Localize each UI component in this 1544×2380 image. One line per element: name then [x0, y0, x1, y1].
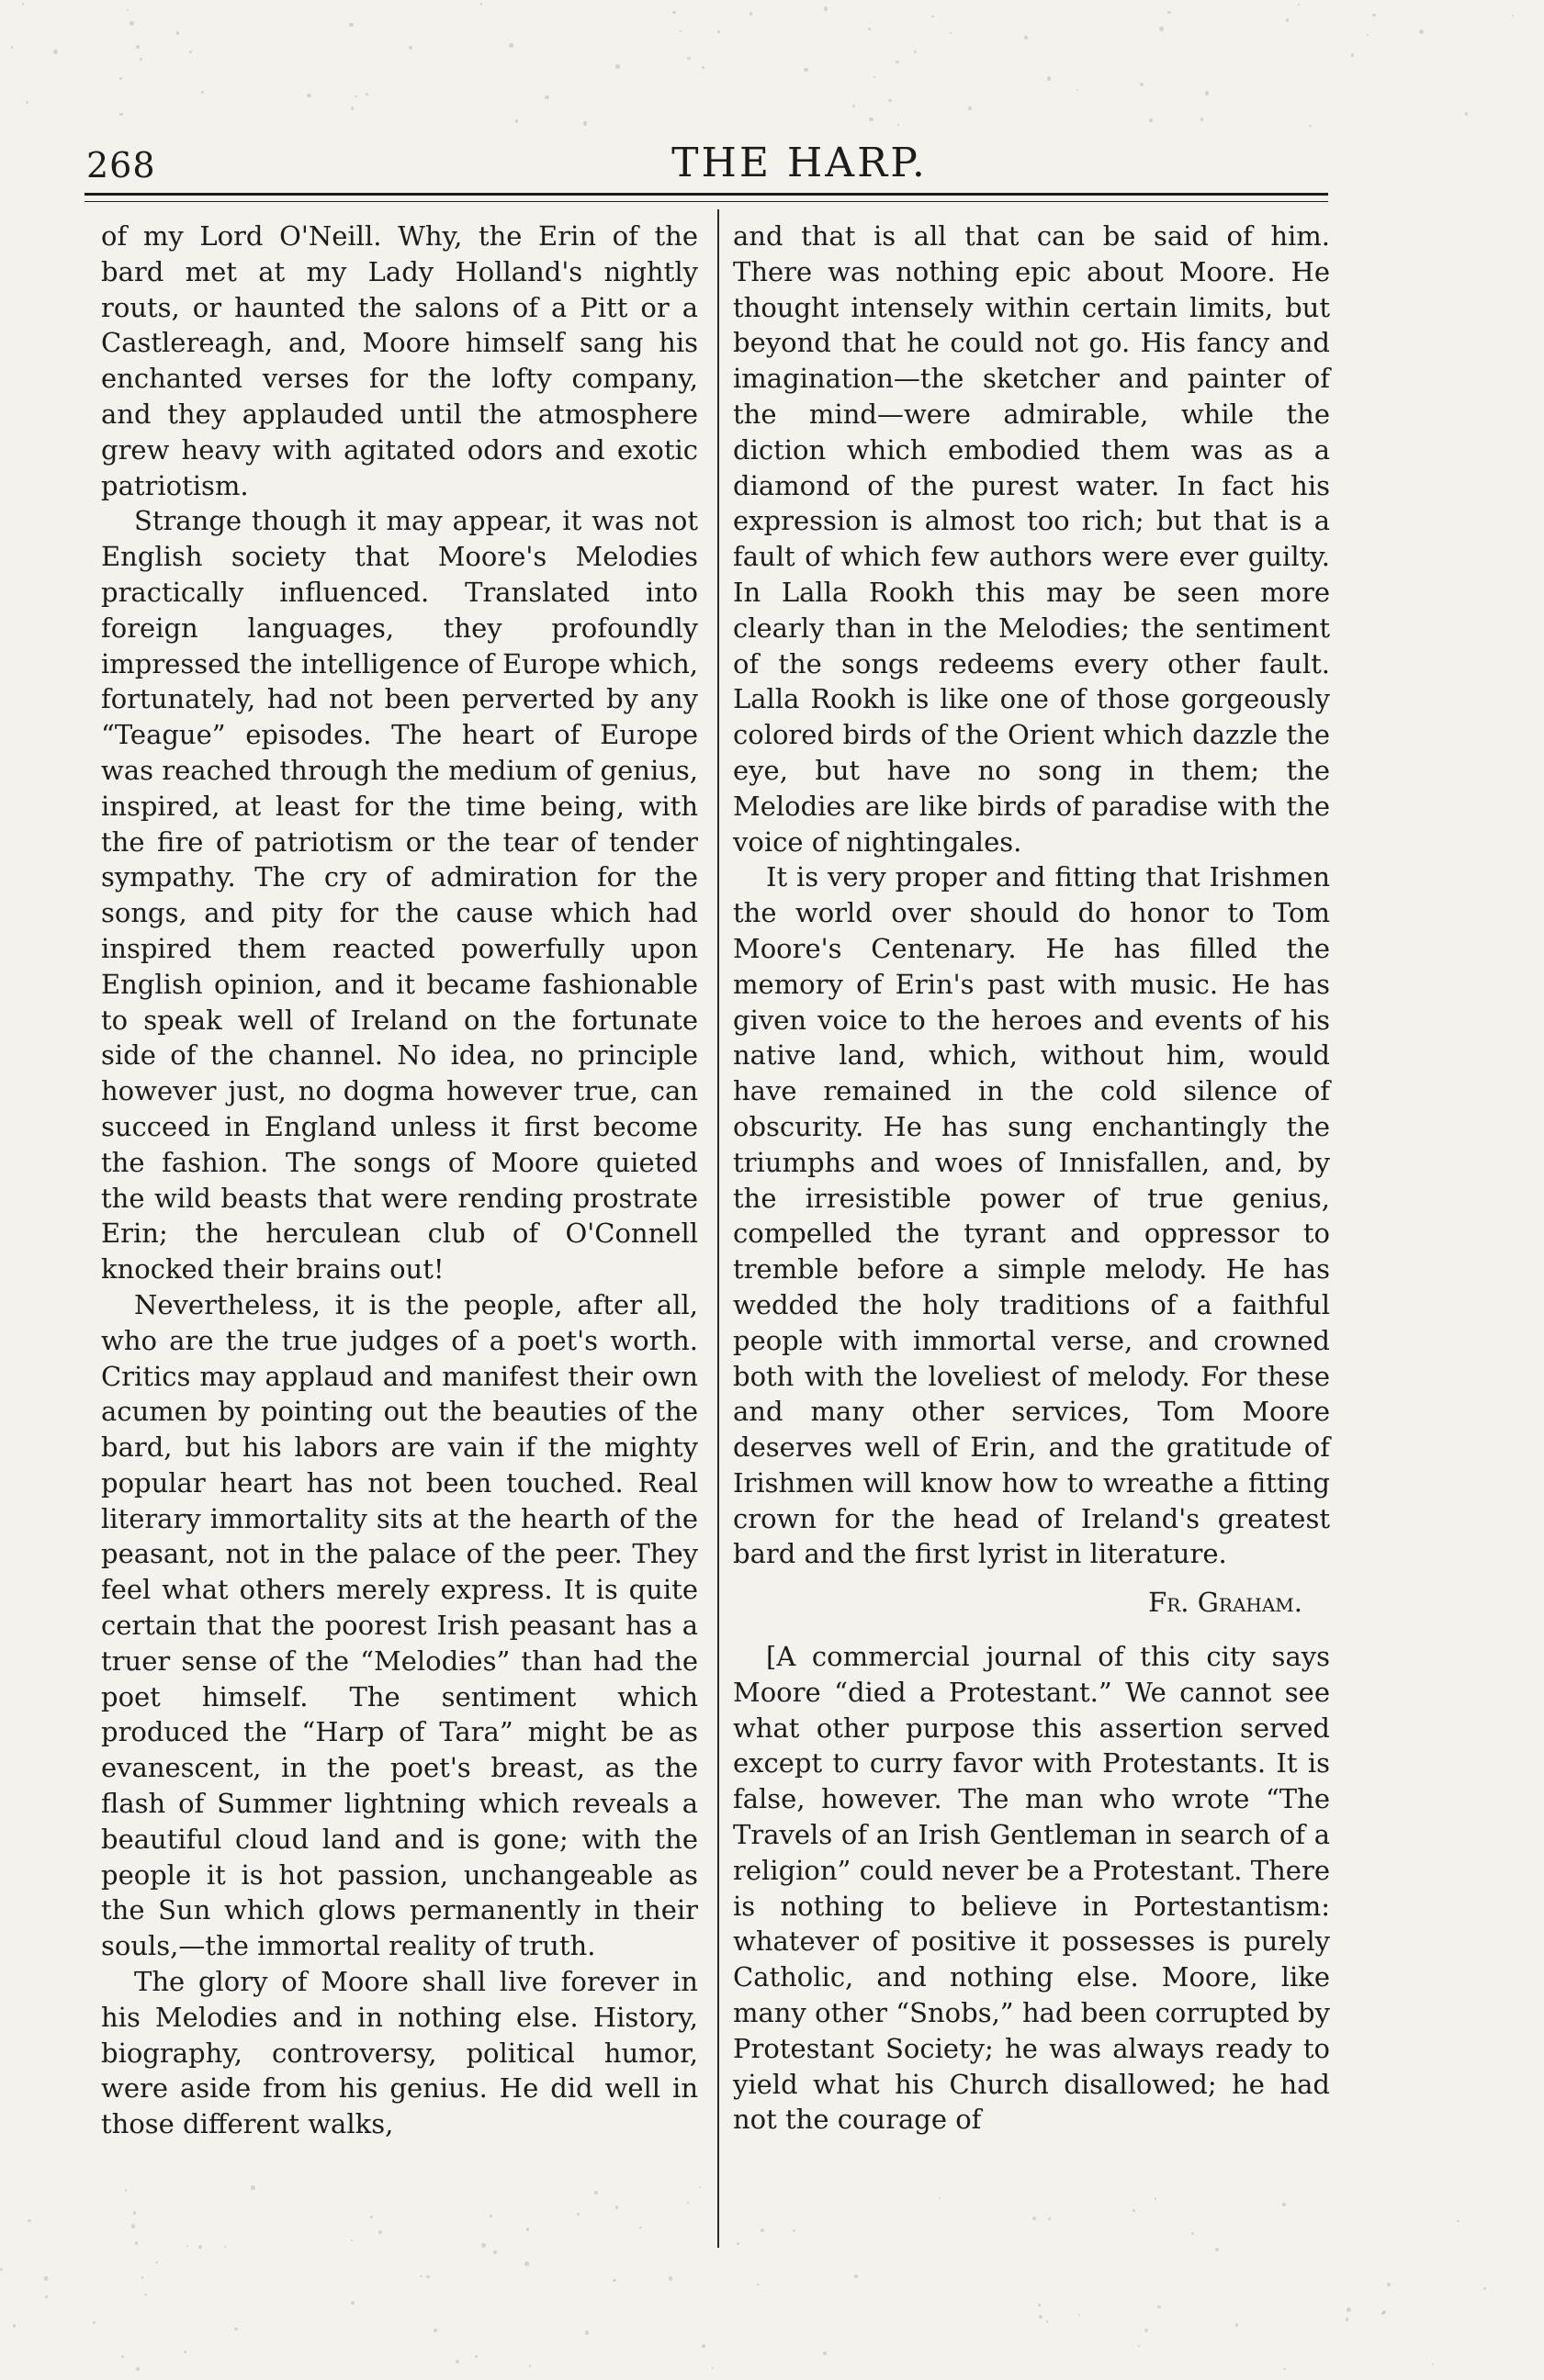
paper-speckle: [914, 51, 917, 53]
paper-speckle: [1381, 2312, 1384, 2315]
paper-speckle: [1167, 11, 1170, 14]
paper-speckle: [1351, 53, 1354, 56]
paragraph: of my Lord O'Neill. Why, the Erin of the bard met at my Lady Holland's nightly routs, or haunted the salons of a Pitt or a Castlereagh, and, Moore himself sang his enchanted verses for the lofty company, and they applauded until the atmosphere grew heavy with agitated odors and exotic patriotism.: [101, 220, 698, 501]
paper-speckle: [490, 2215, 492, 2217]
paper-speckle: [968, 107, 972, 110]
paper-speckle: [121, 2355, 124, 2358]
paper-speckle: [1346, 2318, 1349, 2321]
right-column: [733, 219, 1330, 2138]
paper-speckle: [699, 2186, 701, 2188]
paper-speckle: [136, 45, 140, 49]
paper-speckle: [155, 2262, 157, 2263]
paper-speckle: [804, 68, 807, 72]
paper-speckle: [13, 2324, 16, 2327]
paper-speckle: [515, 119, 518, 122]
paper-speckle: [717, 30, 720, 33]
paper-speckle: [873, 76, 876, 79]
editorial-note: [A commercial journal of this city says Moore “died a Protestant.” We cannot see what other purpose this assertion served except to curry favor with Protestants. It is false, however. The man who wrote “The Travels of an Irish Gentleman in search of a religion” could never be a Protestant. There is nothing to believe in Portestantism: whatever of positive it possesses is purely Catholic, and nothing else. Moore, like many other “Snobs,” had been corrupted by Protestant Society; he was always ready to yield what his Church disallowed; he had not the courage of: [733, 1641, 1330, 2136]
paper-speckle: [409, 46, 412, 50]
paragraph: Nevertheless, it is the people, after all, who are the true judges of a poet's worth. Critics may applaud and manifest their own acumen by pointing out the beauties of the bard, but his labors are vain if the mighty popular heart has not been touched. Real literary immortality sits at the hearth of the peasant, not in the palace of the peer. They feel what others merely express. It is quite certain that the poorest Irish peasant has a truer sense of the “Melodies” than had the poet himself. The sentiment which produced the “Harp of Tara” might be as evanescent, in the poet's breast, as the flash of Summer lightning which reveals a beautiful cloud land and is gone; with the people it is hot passion, unchangeable as the Sun which glows permanently in their souls,—the immortal reality of truth.: [101, 1288, 698, 1962]
paper-speckle: [370, 2216, 373, 2218]
paper-speckle: [737, 2242, 739, 2245]
paper-speckle: [824, 6, 828, 10]
paper-speckle: [931, 16, 934, 18]
paper-speckle: [1347, 2307, 1351, 2312]
paper-speckle: [583, 121, 588, 126]
paper-speckle: [1235, 2323, 1239, 2327]
column-divider: [717, 209, 719, 2248]
paper-speckle: [939, 2197, 941, 2199]
author-signature: Fr. Graham.: [1148, 1587, 1302, 1619]
paper-speckle: [349, 23, 354, 28]
paper-speckle: [93, 2321, 96, 2324]
paper-speckle: [672, 11, 675, 14]
paper-speckle: [0, 2268, 3, 2271]
paper-speckle: [1078, 2314, 1080, 2316]
paper-speckle: [1282, 2203, 1286, 2206]
paper-speckle: [307, 94, 310, 97]
paper-speckle: [480, 3, 483, 6]
paper-speckle: [125, 2189, 128, 2192]
paper-speckle: [355, 95, 357, 98]
paper-speckle: [1200, 118, 1203, 120]
paper-speckle: [176, 31, 179, 34]
paper-speckle: [184, 2351, 187, 2354]
header-rule-thin: [85, 201, 1328, 202]
paper-speckle: [26, 101, 28, 104]
paper-speckle: [1133, 2209, 1135, 2212]
paper-speckle: [594, 2191, 597, 2194]
paper-speckle: [426, 2275, 429, 2278]
paper-speckle: [545, 95, 549, 100]
paper-speckle: [585, 2330, 590, 2335]
header-rule-thick: [85, 193, 1328, 196]
paper-speckle: [434, 2329, 437, 2332]
paper-speckle: [896, 61, 898, 63]
paper-speckle: [852, 105, 855, 107]
paper-speckle: [669, 2276, 673, 2281]
paper-speckle: [224, 2246, 226, 2248]
paper-speckle: [141, 2276, 144, 2279]
paper-speckle: [456, 2360, 459, 2363]
paper-speckle: [144, 2294, 146, 2296]
paper-speckle: [639, 2227, 641, 2228]
paper-speckle: [823, 2352, 826, 2354]
paper-speckle: [198, 2245, 202, 2249]
paper-speckle: [509, 43, 513, 48]
paper-speckle: [1032, 2217, 1036, 2220]
paper-speckle: [119, 113, 122, 116]
paper-speckle: [130, 21, 134, 26]
paper-speckle: [1039, 2315, 1042, 2318]
paper-speckle: [351, 2240, 353, 2241]
paper-speckle: [613, 2279, 615, 2282]
paper-speckle: [351, 2301, 355, 2305]
paper-speckle: [1157, 2306, 1161, 2309]
paper-speckle: [1387, 2283, 1391, 2286]
paragraph: It is very proper and fitting that Irishmen the world over should do honor to Tom Moore's Centenary. He has filled the memory of Erin's past with music. He has given voice to the heroes and events of his native land, which, without him, would have remained in the cold silence of obscurity. He has sung enchantingly the triumphs and woes of Innisfallen, and, by the irresistible power of true genius, compelled the tyrant and oppressor to tremble before a simple melody. He has wedded the holy traditions of a faithful people with immortal verse, and crowned both with the loveliest of melody. For these and many other services, Tom Moore deserves well of Erin, and the gratitude of Irishmen will know how to wreathe a fitting crown for the head of Ireland's greatest bard and the first lyrist in literature.: [733, 861, 1330, 1570]
paper-speckle: [1483, 2287, 1486, 2290]
paper-speckle: [1367, 34, 1369, 36]
paper-speckle: [475, 2355, 478, 2358]
paper-speckle: [1138, 2345, 1140, 2347]
paper-speckle: [950, 32, 952, 34]
paper-speckle: [1298, 4, 1300, 6]
page-number: 268: [86, 145, 156, 185]
paper-speckle: [1140, 83, 1144, 87]
paper-speckle: [22, 3, 25, 6]
paper-speckle: [868, 28, 871, 30]
paper-speckle: [1432, 2363, 1435, 2366]
paper-speckle: [577, 2213, 580, 2216]
paper-speckle: [702, 66, 704, 69]
paper-speckle: [1457, 2220, 1459, 2222]
paper-speckle: [28, 2219, 31, 2223]
paper-speckle: [136, 2367, 140, 2371]
paper-speckle: [119, 77, 122, 80]
paragraph: and that is all that can be said of him. There was nothing epic about Moore. He thought intensely within certain limits, but beyond that he could not go. His fancy and imagination—the sketcher and painter of the mind—were admirable, while the diction which embodied them was as a diamond of the purest water. In fact his expression is almost too rich; but that is a fault of which few authors were ever guilty. In Lalla Rookh this may be seen more clearly than in the Melodies; the sentiment of the songs redeems every other fault. Lalla Rookh is like one of those gorgeously colored birds of the Orient which dazzle the eye, but have no song in them; the Melodies are like birds of paradise with the voice of nightingales.: [733, 220, 1330, 858]
paper-speckle: [1419, 29, 1424, 34]
paper-speckle: [869, 118, 873, 122]
running-head-title: THE HARP.: [671, 140, 928, 186]
paper-speckle: [526, 2228, 530, 2231]
paper-speckle: [761, 2228, 764, 2232]
paper-speckle: [1159, 27, 1163, 30]
left-column: [101, 219, 698, 2142]
paper-speckle: [131, 2224, 135, 2228]
paper-speckle: [1465, 112, 1468, 115]
paper-speckle: [234, 2328, 238, 2331]
paper-speckle: [11, 46, 14, 49]
paper-speckle: [1024, 36, 1027, 39]
paper-speckle: [888, 99, 892, 103]
paper-speckle: [481, 2243, 486, 2248]
paper-speckle: [757, 2284, 759, 2285]
paper-speckle: [524, 2262, 528, 2265]
paper-speckle: [1283, 2368, 1286, 2371]
paper-speckle: [1191, 2232, 1194, 2235]
paper-speckle: [135, 2241, 139, 2245]
paper-speckle: [793, 2229, 795, 2232]
paper-speckle: [1038, 2304, 1040, 2306]
paper-speckle: [1047, 76, 1052, 81]
paper-speckle: [420, 2275, 422, 2277]
paper-speckle: [366, 93, 368, 95]
paper-speckle: [44, 2276, 48, 2280]
paper-speckle: [1076, 89, 1078, 91]
paper-speckle: [854, 2274, 858, 2278]
paper-speckle: [687, 57, 690, 60]
paper-speckle: [702, 2344, 705, 2348]
paper-speckle: [140, 58, 142, 61]
paper-speckle: [615, 64, 620, 69]
paper-speckle: [1144, 2329, 1148, 2332]
paper-speckle: [251, 2185, 254, 2189]
paper-speckle: [201, 91, 204, 94]
paper-speckle: [493, 2251, 497, 2254]
paper-speckle: [1309, 125, 1312, 128]
paper-speckle: [680, 30, 682, 33]
paper-speckle: [1149, 118, 1152, 121]
paragraph: Strange though it may appear, it was not English society that Moore's Melodies practically influenced. Translated into foreign languages, they profoundly impressed the intelligence of Europe which, fortunately, had not been perverted by any “Teague” episodes. The heart of Europe was reached through the medium of genius, inspired, at least for the time being, with the fire of patriotism or the tear of tender sympathy. The cry of admiration for the songs, and pity for the cause which had inspired them reacted powerfully upon English opinion, and it became fashionable to speak well of Ireland on the fortunate side of the channel. No idea, no principle however just, no dogma however true, can succeed in England unless it first become the fashion. The songs of Moore quieted the wild beasts that were rending prostrate Erin; the herculean club of O'Connell knocked their brains out!: [101, 505, 698, 1285]
paper-speckle: [351, 107, 355, 110]
paper-speckle: [1155, 2197, 1156, 2199]
paper-speckle: [45, 2296, 48, 2298]
paper-speckle: [1205, 91, 1210, 95]
paper-speckle: [1046, 2320, 1049, 2323]
paper-speckle: [687, 2202, 689, 2204]
paper-speckle: [1215, 2248, 1219, 2251]
paper-speckle: [1512, 15, 1514, 17]
paper-speckle: [53, 50, 58, 54]
paper-speckle: [712, 2367, 714, 2369]
paper-speckle: [529, 2364, 531, 2366]
paragraph: The glory of Moore shall live forever in his Melodies and in nothing else. History, biography, controversy, political humor, were aside from his genius. He did well in those different walks,: [101, 1966, 698, 2140]
paper-speckle: [186, 2245, 188, 2247]
paper-speckle: [189, 51, 193, 54]
paper-speckle: [615, 2206, 619, 2209]
paper-speckle: [749, 12, 753, 16]
paper-speckle: [127, 9, 129, 11]
paper-speckle: [1372, 14, 1375, 17]
paper-speckle: [378, 2230, 383, 2235]
paper-speckle: [1286, 18, 1290, 22]
paper-speckle: [1048, 2217, 1051, 2220]
paper-speckle: [897, 124, 899, 126]
paper-speckle: [133, 2211, 137, 2215]
